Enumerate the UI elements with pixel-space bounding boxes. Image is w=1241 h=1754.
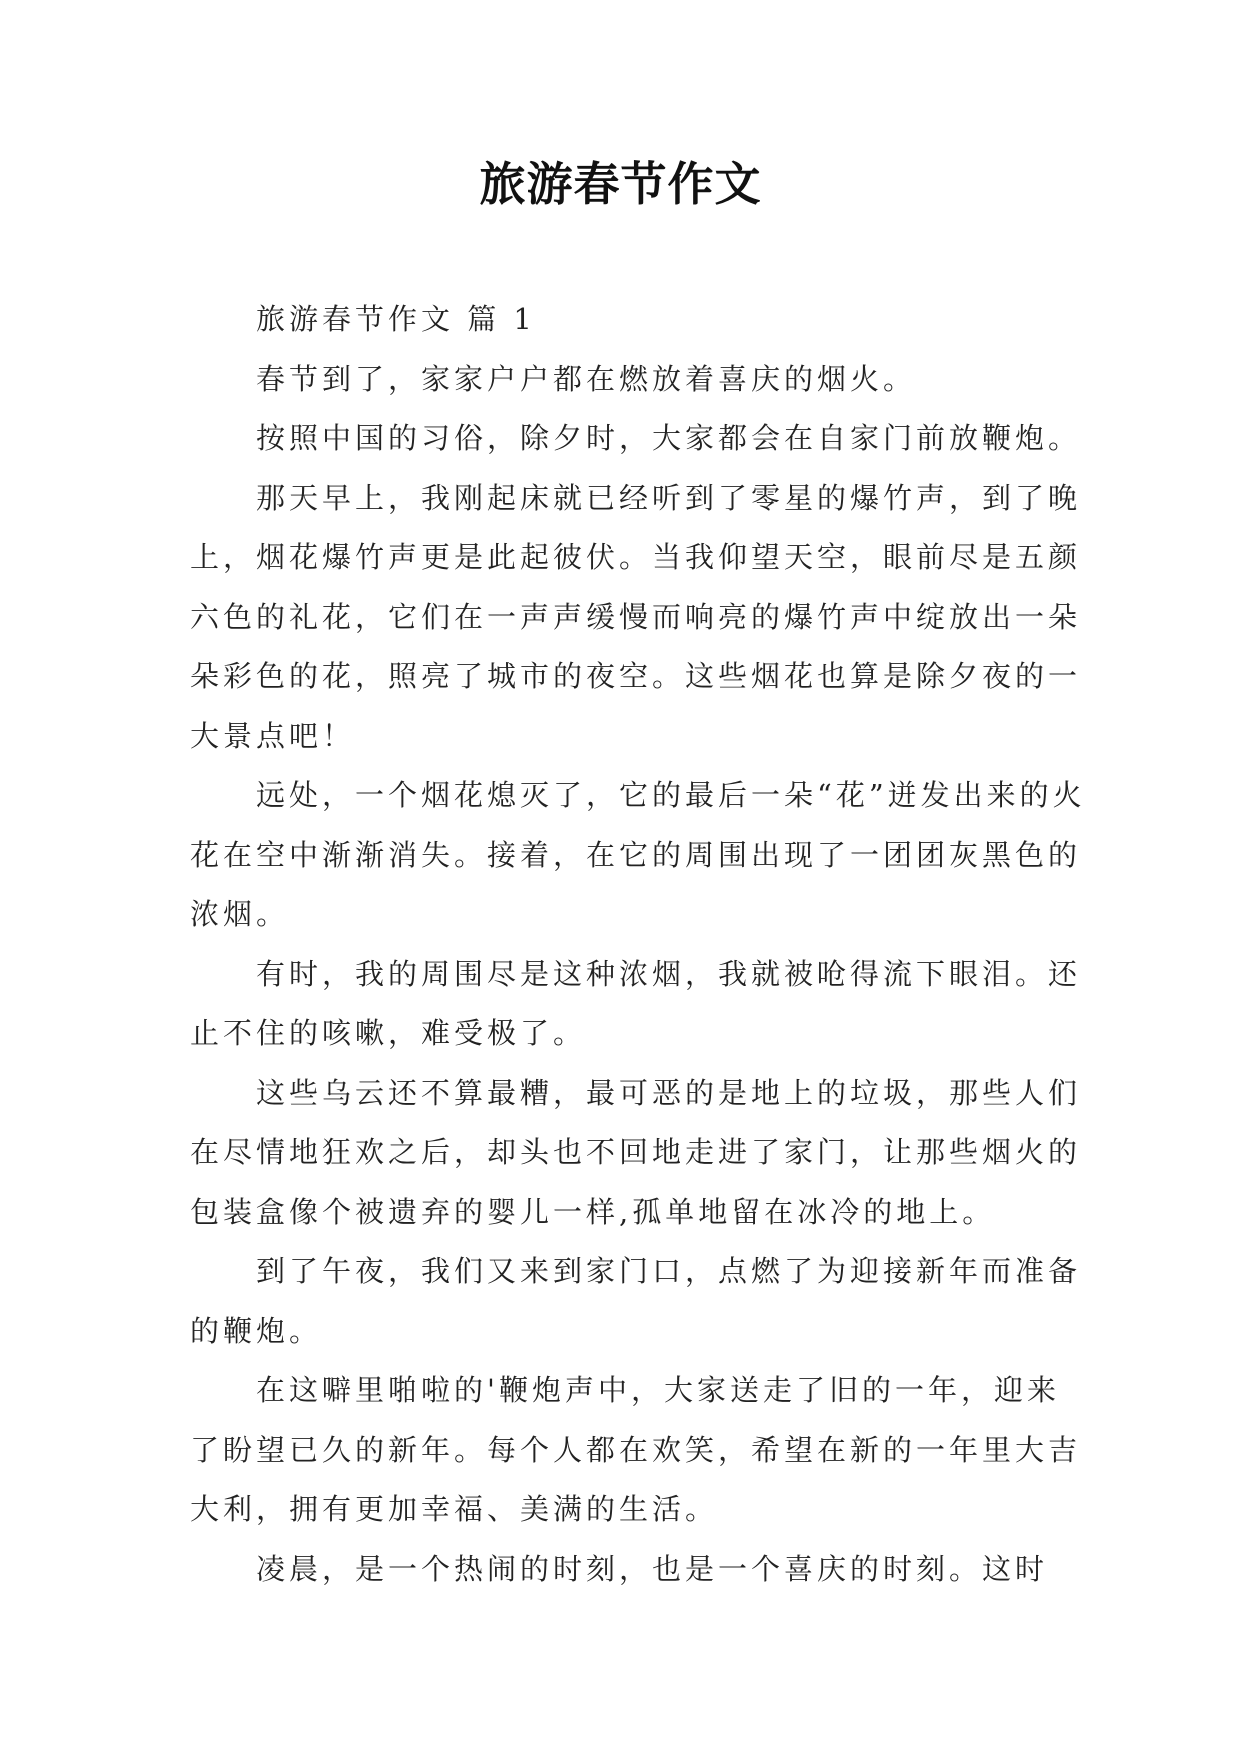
document-title: 旅游春节作文 xyxy=(479,157,762,211)
paragraph: 凌晨，是一个热闹的时刻，也是一个喜庆的时刻。这时 xyxy=(256,1551,1049,1586)
paragraph: 远处，一个烟花熄灭了，它的最后一朵“花”迸发出来的火花在空中渐渐消失。接着，在它的周围出现了一团团灰黑色的浓烟。 xyxy=(190,778,1086,931)
paragraph: 按照中国的习俗，除夕时，大家都会在自家门前放鞭炮。 xyxy=(256,421,1082,455)
paragraph: 在这噼里啪啦的'鞭炮声中，大家送走了旧的一年，迎来了盼望已久的新年。每个人都在欢笑，希望在新的一年里大吉大利，拥有更加幸福、美满的生活。 xyxy=(190,1373,1082,1526)
paragraph: 到了午夜，我们又来到家门口，点燃了为迎接新年而准备的鞭炮。 xyxy=(190,1254,1082,1348)
paragraph-heading: 旅游春节作文 篇 1 xyxy=(256,302,536,336)
document-body xyxy=(190,290,1090,1599)
paragraph: 那天早上，我刚起床就已经听到了零星的爆竹声，到了晚上，烟花爆竹声更是此起彼伏。当我仰望天空，眼前尽是五颜六色的礼花，它们在一声声缓慢而响亮的爆竹声中绽放出一朵朵彩色的花，照亮了城市的夜空。这些烟花也算是除夕夜的一大景点吧！ xyxy=(190,480,1082,753)
paragraph: 这些乌云还不算最糟，最可恶的是地上的垃圾，那些人们在尽情地狂欢之后，却头也不回地走进了家门，让那些烟火的包装盒像个被遗弃的婴儿一样,孤单地留在冰冷的地上。 xyxy=(190,1075,1082,1229)
paragraph: 有时，我的周围尽是这种浓烟，我就被呛得流下眼泪。还止不住的咳嗽，难受极了。 xyxy=(190,956,1082,1050)
paragraph: 春节到了，家家户户都在燃放着喜庆的烟火。 xyxy=(256,361,917,396)
